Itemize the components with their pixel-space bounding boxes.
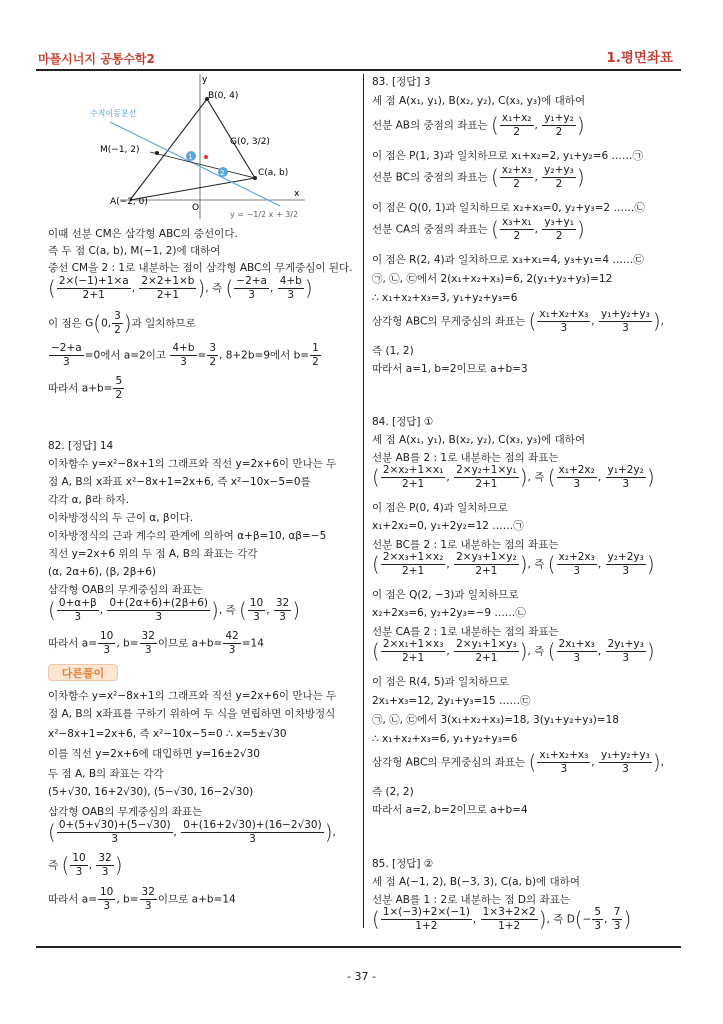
figure-point-m: M(−1, 2) — [100, 145, 140, 155]
formula-line: ( $\frac{1\times(-3)+2\times(-1)}{1+2}$ , $\frac{1\times 3+2\times 2}{1+2}$ ), 즉 D(− $\frac{5}{3}$ , $\frac{7}{3}$ ) — [372, 906, 632, 933]
text-line: 두 점 A, B의 좌표는 각각 — [48, 768, 164, 780]
header-rule — [36, 69, 681, 71]
text-line: 직선 y=2x+6 위의 두 점 A, B의 좌표는 각각 — [48, 548, 258, 560]
figure-point-b: B(0, 4) — [208, 91, 239, 101]
text-line: 세 점 A(−1, 2), B(−3, 3), C(a, b)에 대하여 — [372, 876, 580, 888]
text-line: 따라서 a=1, b=2이므로 a+b=3 — [372, 363, 528, 375]
formula-line: 삼각형 ABC의 무게중심의 좌표는 ( $\frac{\text{x₁+x₂+x₃}}{3}$ , $\frac{\text{y₁+y₂+y₃}}{3}$ ), — [372, 749, 665, 776]
text-line: 점 A, B의 x좌표 x²−8x+1=2x+6, 즉 x²−10x−5=0를 — [48, 476, 311, 488]
triangle-figure — [80, 74, 320, 224]
text-line: 선분 CA를 2 : 1로 내분하는 점의 좌표는 — [372, 626, 559, 638]
figure-mark-2: 2 — [220, 169, 225, 177]
text-line: 따라서 a=2, b=2이므로 a+b=4 — [372, 804, 528, 816]
text-line: 이때 선분 CM은 삼각형 ABC의 중선이다. — [48, 228, 238, 240]
formula-line: 선분 CA의 중점의 좌표는 ( $\frac{\text{x₃+x₁}}{2}$ , $\frac{\text{y₃+y₁}}{2}$ ) — [372, 216, 585, 243]
text-line: x²−8x+1=2x+6, 즉 x²−10x−5=0 ∴ x=5±√30 — [48, 728, 287, 740]
text-line: 점 A, B의 x좌표를 구하기 위하여 두 식을 연립하면 이차방정식 — [48, 708, 336, 720]
formula-line: 따라서 a+b= $\frac{5}{2}$ — [48, 375, 123, 402]
formula-line: 이 점은 G(0, $\frac{3}{2}$ )과 일치하므로 — [48, 310, 196, 337]
text-line: ㉠, ㉡, ㉢에서 3(x₁+x₂+x₃)=18, 3(y₁+y₂+y₃)=18 — [372, 714, 619, 726]
problem-82-answer: 82. [정답] 14 — [48, 440, 114, 452]
formula-line: ( $\frac{\text{2×x₁+1×x₃}}{2+1}$ , $\frac{\text{2×y₁+1×y₃}}{2+1}$ ), 즉 ( $\frac{\text{2x₁+x₃}}{3}$ , $\frac{\text{2y₁+y₃}}{3}$ ) — [372, 638, 655, 665]
formula-line: 따라서 a= $\frac{10}{3}$ , b= $\frac{32}{3}$ 이므로 a+b=14 — [48, 886, 236, 913]
figure-axis-x: x — [294, 189, 300, 199]
text-line: 이차방정식의 두 근이 α, β이다. — [48, 512, 194, 524]
header-book-title: 마플시너지 공통수학2 — [38, 52, 155, 66]
problem-83-answer: 83. [정답] 3 — [372, 76, 431, 88]
text-line: 이 점은 P(0, 4)과 일치하므로 — [372, 502, 508, 514]
formula-line: $\frac{-2+a}{3}$ =0에서 a=2이고 $\frac{4+b}{3}$ = $\frac{3}{2}$ , 8+2b=9에서 b= $\frac{1}{2}$ — [51, 342, 319, 369]
text-line: 이 점은 Q(2, −3)과 일치하므로 — [372, 589, 519, 601]
text-line: ∴ x₁+x₂+x₃=6, y₁+y₂+y₃=6 — [372, 733, 518, 745]
text-line: 이차방정식의 근과 계수의 관계에 의하여 α+β=10, αβ=−5 — [48, 530, 327, 542]
text-line: 중선 CM을 2 : 1로 내분하는 점이 삼각형 ABC의 무게중심이 된다. — [48, 262, 353, 274]
text-line: x₁+2x₂=0, y₁+2y₂=12 ……㉠ — [372, 520, 524, 532]
figure-caption: 수직이등분선 — [90, 109, 137, 118]
problem-84-answer: 84. [정답] ① — [372, 416, 434, 428]
text-line: 이 점은 Q(0, 1)과 일치하므로 x₂+x₃=0, y₂+y₃=2 ……㉡ — [372, 202, 645, 214]
text-line: 이 점은 R(2, 4)과 일치하므로 x₃+x₁=4, y₃+y₁=4 ……㉢ — [372, 254, 644, 266]
problem-85-answer: 85. [정답] ② — [372, 858, 434, 870]
text-line: 삼각형 OAB의 무게중심의 좌표는 — [48, 806, 203, 818]
formula-line: 즉 ( $\frac{10}{3}$ , $\frac{32}{3}$ ) — [48, 852, 123, 879]
figure-mark-1: 1 — [188, 153, 193, 161]
figure-axis-y: y — [202, 75, 208, 85]
formula-line: 따라서 a= $\frac{10}{3}$ , b= $\frac{32}{3}$ 이므로 a+b= $\frac{42}{3}$ =14 — [48, 630, 264, 657]
formula-line: 선분 BC의 중점의 좌표는 ( $\frac{\text{x₂+x₃}}{2}$ , $\frac{\text{y₂+y₃}}{2}$ ) — [372, 164, 585, 191]
header-chapter-title: 1.평면좌표 — [606, 50, 673, 66]
text-line: 이 점은 R(4, 5)과 일치하므로 — [372, 676, 509, 688]
text-line: 2x₁+x₃=12, 2y₁+y₃=15 ……㉢ — [372, 695, 531, 707]
figure-point-c: C(a, b) — [258, 168, 289, 178]
text-line: 이를 직선 y=2x+6에 대입하면 y=16±2√30 — [48, 748, 260, 760]
formula-line: 선분 AB의 중점의 좌표는 ( $\frac{\text{x₁+x₂}}{2}$ , $\frac{\text{y₁+y₂}}{2}$ ) — [372, 112, 585, 139]
figure-origin: O — [192, 203, 200, 213]
figure-line-equation: y = −1/2 x + 3/2 — [230, 210, 299, 219]
text-line: 즉 두 점 C(a, b), M(−1, 2)에 대하여 — [48, 245, 221, 257]
text-line: 세 점 A(x₁, y₁), B(x₂, y₂), C(x₃, y₃)에 대하여 — [372, 434, 586, 446]
page-number: - 37 - — [347, 970, 376, 983]
formula-line: ( $\frac{0+(5+√30)+(5-√30)}{3}$ , $\frac{0+(16+2√30)+(16-2√30)}{3}$ ), — [48, 819, 336, 846]
figure-point-a: A(−2, 0) — [110, 197, 148, 207]
formula-line: ( $\frac{\text{2×x₂+1×x₁}}{2+1}$ , $\frac{\text{2×y₂+1×y₁}}{2+1}$ ), 즉 ( $\frac{\text{x₁+2x₂}}{3}$ , $\frac{\text{y₁+2y₂}}{3}$ ) — [372, 464, 655, 491]
text-line: 선분 AB를 2 : 1로 내분하는 점의 좌표는 — [372, 452, 559, 464]
text-line: x₂+2x₃=6, y₂+2y₃=−9 ……㉡ — [372, 607, 526, 619]
alternate-solution-badge: 다른풀이 — [48, 664, 118, 681]
text-line: 이차함수 y=x²−8x+1의 그래프와 직선 y=2x+6이 만나는 두 — [48, 690, 337, 702]
footer-rule — [36, 946, 681, 948]
text-line: (5+√30, 16+2√30), (5−√30, 16−2√30) — [48, 786, 254, 798]
text-line: 즉 (1, 2) — [372, 345, 414, 357]
formula-line: ( $\frac{0+\alpha+\beta}{3}$ , $\frac{0+(2\alpha+6)+(2\beta+6)}{3}$ ), 즉 ( $\frac{10}{3}$ , $\frac{32}{3}$ ) — [48, 597, 301, 624]
text-line: (α, 2α+6), (β, 2β+6) — [48, 566, 156, 578]
formula-line: 삼각형 ABC의 무게중심의 좌표는 ( $\frac{\text{x₁+x₂+x₃}}{3}$ , $\frac{\text{y₁+y₂+y₃}}{3}$ ), — [372, 308, 665, 335]
text-line: 세 점 A(x₁, y₁), B(x₂, y₂), C(x₃, y₃)에 대하여 — [372, 95, 586, 107]
text-line: ㉠, ㉡, ㉢에서 2(x₁+x₂+x₃)=6, 2(y₁+y₂+y₃)=12 — [372, 273, 613, 285]
figure-point-g: G(0, 3/2) — [230, 137, 270, 147]
text-line: 삼각형 OAB의 무게중심의 좌표는 — [48, 584, 203, 596]
text-line: ∴ x₁+x₂+x₃=3, y₁+y₂+y₃=6 — [372, 292, 518, 304]
formula-line: ( $\frac{\text{2×x₃+1×x₂}}{2+1}$ , $\frac{\text{2×y₃+1×y₂}}{2+1}$ ), 즉 ( $\frac{\text{x₂+2x₃}}{3}$ , $\frac{\text{y₂+2y₃}}{3}$ ) — [372, 551, 655, 578]
text-line: 이차함수 y=x²−8x+1의 그래프와 직선 y=2x+6이 만나는 두 — [48, 458, 337, 470]
column-divider — [363, 74, 364, 928]
text-line: 이 점은 P(1, 3)과 일치하므로 x₁+x₂=2, y₁+y₂=6 ……㉠ — [372, 150, 643, 162]
formula-line: ( $\frac{2\times(-1)+1\times a}{2+1}$ , $\frac{2\times 2+1\times b}{2+1}$ ), 즉 ( $\frac{-2+a}{3}$ , $\frac{4+b}{3}$ ) — [48, 275, 313, 302]
text-line: 즉 (2, 2) — [372, 786, 414, 798]
text-line: 선분 BC를 2 : 1로 내분하는 점의 좌표는 — [372, 539, 559, 551]
text-line: 각각 α, β라 하자. — [48, 494, 130, 506]
text-line: 선분 AB를 1 : 2로 내분하는 점 D의 좌표는 — [372, 894, 570, 906]
